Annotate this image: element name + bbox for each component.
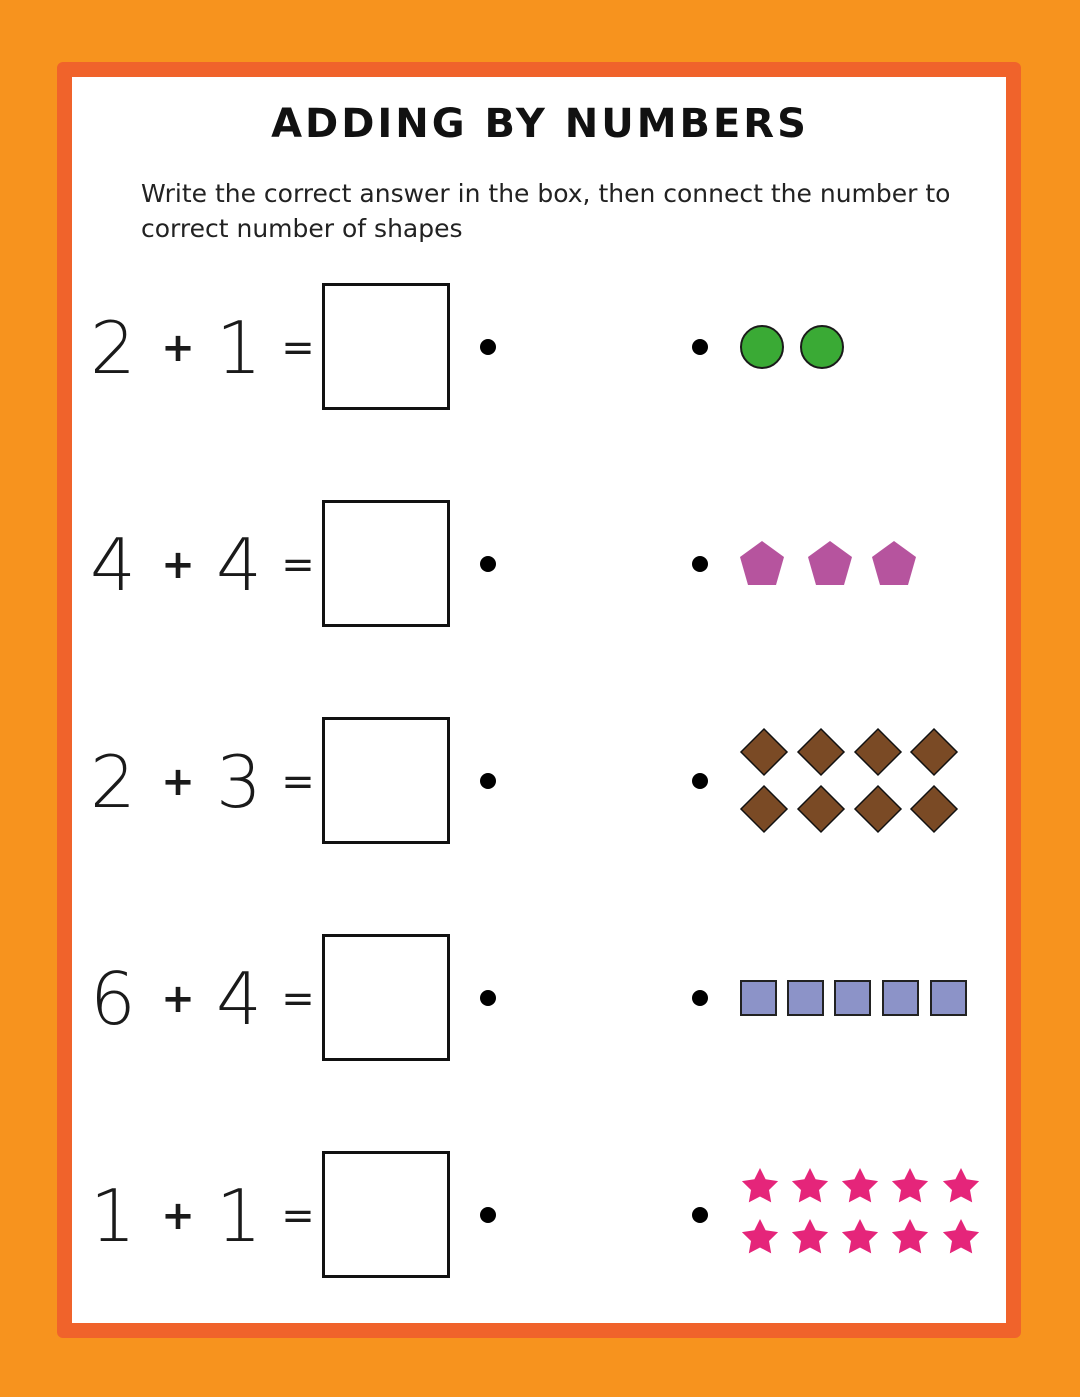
- connect-dot-right[interactable]: [692, 990, 708, 1006]
- star-shape: [943, 1219, 979, 1253]
- equals-sign: =: [281, 325, 315, 371]
- answer-box[interactable]: [322, 500, 450, 627]
- shape-group-squares: [736, 934, 986, 1064]
- addend-b: 1: [216, 1174, 262, 1258]
- star-shape: [943, 1168, 979, 1202]
- equation-row: [0, 717, 1080, 847]
- addend-a: 6: [90, 957, 136, 1041]
- star-shape: [792, 1168, 828, 1202]
- connect-dot-left[interactable]: [480, 773, 496, 789]
- plus-sign: +: [161, 759, 195, 805]
- star-shape: [742, 1219, 778, 1253]
- star-shape: [842, 1219, 878, 1253]
- connect-dot-right[interactable]: [692, 773, 708, 789]
- worksheet-title: ADDING BY NUMBERS: [271, 101, 809, 147]
- plus-sign: +: [161, 542, 195, 588]
- circle-shape: [801, 326, 843, 368]
- answer-box[interactable]: [322, 717, 450, 844]
- star-shape: [892, 1219, 928, 1253]
- shape-group-diamonds: [736, 717, 986, 847]
- worksheet-sheet: [72, 77, 1006, 1323]
- square-shape: [835, 981, 870, 1015]
- star-shape: [842, 1168, 878, 1202]
- star-shape: [792, 1219, 828, 1253]
- plus-sign: +: [161, 1193, 195, 1239]
- diamond-shape: [798, 729, 844, 775]
- equals-sign: =: [281, 1193, 315, 1239]
- connect-dot-right[interactable]: [692, 556, 708, 572]
- square-shape: [741, 981, 776, 1015]
- equals-sign: =: [281, 759, 315, 805]
- equation-row: [0, 934, 1080, 1064]
- connect-dot-right[interactable]: [692, 339, 708, 355]
- diamond-shape: [855, 729, 901, 775]
- plus-sign: +: [161, 976, 195, 1022]
- shape-group-circles: [736, 283, 986, 413]
- diamond-shape: [911, 786, 957, 832]
- connect-dot-left[interactable]: [480, 556, 496, 572]
- pentagon-shape: [872, 541, 916, 585]
- star-shape: [892, 1168, 928, 1202]
- equation-row: [0, 500, 1080, 630]
- answer-box[interactable]: [322, 1151, 450, 1278]
- square-shape: [883, 981, 918, 1015]
- addend-b: 3: [216, 740, 262, 824]
- diamond-shape: [798, 786, 844, 832]
- addend-a: 2: [90, 740, 136, 824]
- square-shape: [788, 981, 823, 1015]
- equals-sign: =: [281, 542, 315, 588]
- answer-box[interactable]: [322, 283, 450, 410]
- addend-a: 1: [90, 1174, 136, 1258]
- addend-b: 1: [216, 306, 262, 390]
- addend-a: 2: [90, 306, 136, 390]
- connect-dot-left[interactable]: [480, 339, 496, 355]
- addend-b: 4: [216, 523, 262, 607]
- plus-sign: +: [161, 325, 195, 371]
- pentagon-shape: [808, 541, 852, 585]
- connect-dot-right[interactable]: [692, 1207, 708, 1223]
- circle-shape: [741, 326, 783, 368]
- answer-box[interactable]: [322, 934, 450, 1061]
- addend-b: 4: [216, 957, 262, 1041]
- shape-group-pentagons: [736, 500, 986, 630]
- equation-row: [0, 283, 1080, 413]
- diamond-shape: [855, 786, 901, 832]
- shape-group-stars: [736, 1151, 986, 1281]
- equation-row: [0, 1151, 1080, 1281]
- diamond-shape: [741, 786, 787, 832]
- worksheet-instructions: Write the correct answer in the box, then connect the number to correct number of shapes: [141, 179, 951, 243]
- diamond-shape: [741, 729, 787, 775]
- connect-dot-left[interactable]: [480, 1207, 496, 1223]
- pentagon-shape: [740, 541, 784, 585]
- equals-sign: =: [281, 976, 315, 1022]
- star-shape: [742, 1168, 778, 1202]
- connect-dot-left[interactable]: [480, 990, 496, 1006]
- addend-a: 4: [90, 523, 136, 607]
- square-shape: [931, 981, 966, 1015]
- diamond-shape: [911, 729, 957, 775]
